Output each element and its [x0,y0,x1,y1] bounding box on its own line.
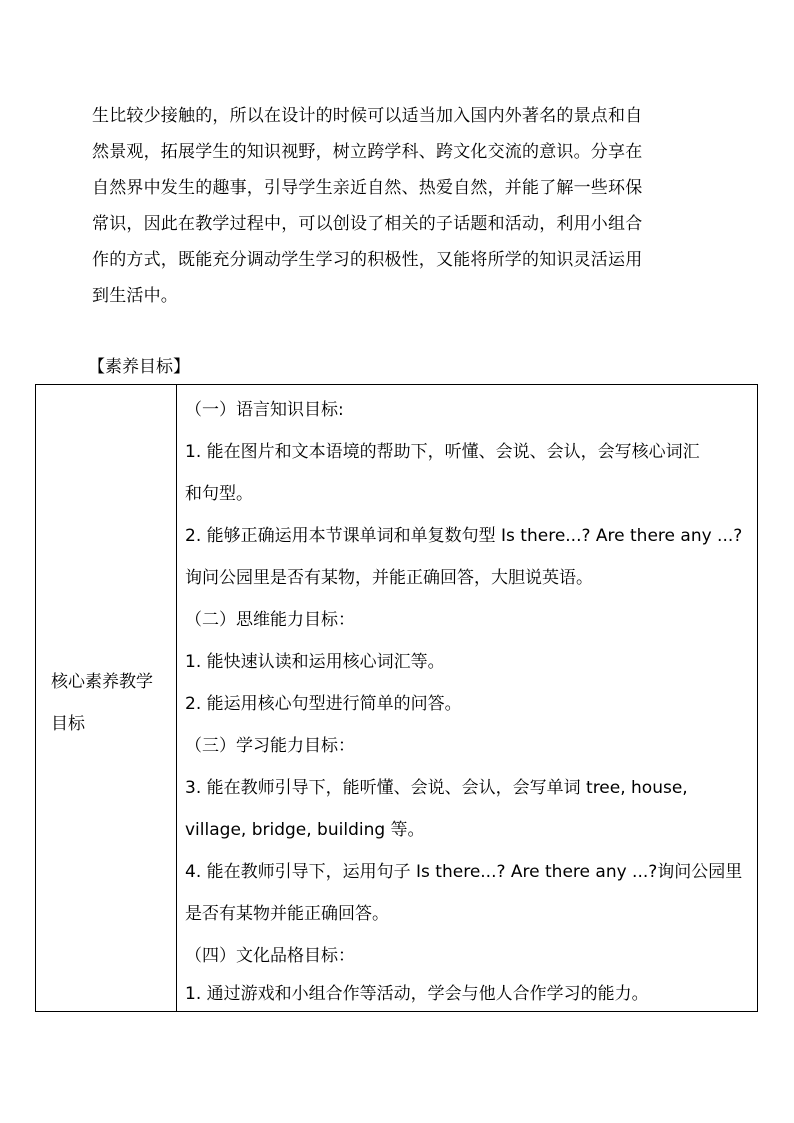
intro-line: 自然界中发生的趣事，引导学生亲近自然、热爱自然，并能了解一些环保 [92,178,643,198]
goal-line: 4. 能在教师引导下，运用句子 Is there...? Are there any ...?询问公园里 [185,862,743,882]
goal-line: 和句型。 [185,484,253,504]
label-text: 核心素养教学 目标 [51,672,153,734]
goal-line: 1. 通过游戏和小组合作等活动，学会与他人合作学习的能力。 [185,984,649,1004]
intro-line: 到生活中。 [92,286,178,306]
content-list [177,385,757,1011]
goals-table [35,384,758,1012]
intro-line: 生比较少接触的，所以在设计的时候可以适当加入国内外著名的景点和自 [92,106,643,126]
goal-line: 1. 能快速认读和运用核心词汇等。 [185,652,445,672]
label-cell [36,385,177,1012]
goal-line: （四）文化品格目标： [185,946,355,966]
intro-line: 作的方式，既能充分调动学生学习的积极性，又能将所学的知识灵活运用 [92,250,643,270]
goal-line: 1. 能在图片和文本语境的帮助下，听懂、会说、会认，会写核心词汇 [185,442,700,462]
goal-line: （一）语言知识目标: [185,400,344,420]
goal-line: 2. 能运用核心句型进行简单的问答。 [185,694,462,714]
goal-line: 2. 能够正确运用本节课单词和单复数句型 Is there...? Are there any ...? [185,526,743,546]
goal-line: village, bridge, building 等。 [185,820,425,840]
intro-line: 然景观，拓展学生的知识视野，树立跨学科、跨文化交流的意识。分享在 [92,142,643,162]
intro-paragraph [92,98,712,314]
goal-line: 是否有某物并能正确回答。 [185,904,389,924]
goal-line: （三）学习能力目标： [185,736,355,756]
goal-line: 3. 能在教师引导下，能听懂、会说、会认，会写单词 tree, house, [185,778,688,798]
goal-line: 询问公园里是否有某物，并能正确回答，大胆说英语。 [185,568,593,588]
intro-line: 常识，因此在教学过程中，可以创设了相关的子话题和活动，利用小组合 [92,214,643,234]
content-cell [177,385,758,1012]
goal-line: （二）思维能力目标： [185,610,355,630]
section-heading: 【素养目标】 [88,357,190,377]
table-row [36,385,758,1012]
